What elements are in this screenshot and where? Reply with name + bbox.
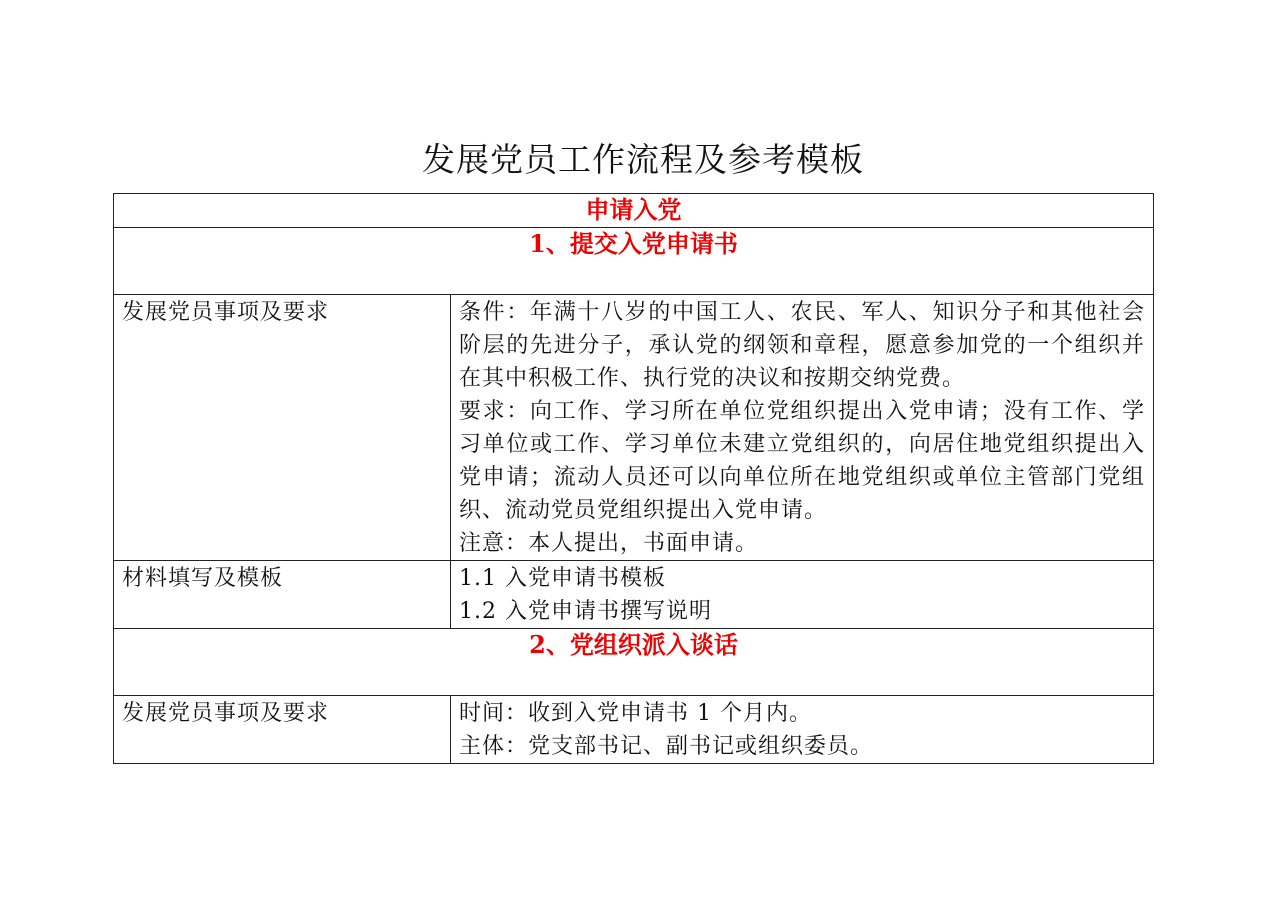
materials-label: 材料填写及模板	[122, 566, 284, 591]
step-heading-cell	[114, 629, 1154, 696]
material-item: 1.1 入党申请书模板	[459, 566, 666, 591]
requirement-paragraph: 时间：收到入党申请书 1 个月内。	[459, 701, 812, 726]
process-table	[113, 193, 1154, 764]
table-row	[114, 295, 1154, 561]
requirements-label-cell	[114, 295, 451, 561]
step-1-heading: 1、提交入党申请书	[529, 229, 738, 258]
requirement-paragraph: 条件：年满十八岁的中国工人、农民、军人、知识分子和其他社会阶层的先进分子，承认党的纲领和章程，愿意参加党的一个组织并在其中积极工作、执行党的决议和按期交纳党费。	[459, 300, 1145, 391]
document-title: 发展党员工作流程及参考模板	[422, 140, 864, 179]
step-heading-cell	[114, 228, 1154, 295]
requirement-paragraph: 要求：向工作、学习所在单位党组织提出入党申请；没有工作、学习单位或工作、学习单位未建立党组织的，向居住地党组织提出入党申请；流动人员还可以向单位所在地党组织或单位主管部门党组织、流动党员党组织提出入党申请。	[459, 399, 1145, 523]
section-title: 申请入党	[585, 195, 682, 224]
step-2-heading: 2、党组织派入谈话	[529, 630, 738, 659]
material-item: 1.2 入党申请书撰写说明	[459, 599, 712, 624]
requirements-label: 发展党员事项及要求	[122, 701, 330, 726]
step-heading-row	[114, 228, 1154, 295]
section-row	[114, 194, 1154, 228]
requirements-content-cell	[451, 696, 1154, 764]
requirements-label-cell	[114, 696, 451, 764]
table-row	[114, 696, 1154, 764]
requirements-content-cell	[451, 295, 1154, 561]
materials-label-cell	[114, 561, 451, 629]
table-row	[114, 561, 1154, 629]
requirements-label: 发展党员事项及要求	[122, 300, 330, 325]
materials-content-cell	[451, 561, 1154, 629]
section-cell	[114, 194, 1154, 228]
requirement-paragraph: 注意：本人提出，书面申请。	[459, 531, 759, 556]
step-heading-row	[114, 629, 1154, 696]
requirement-paragraph: 主体：党支部书记、副书记或组织委员。	[459, 734, 874, 759]
